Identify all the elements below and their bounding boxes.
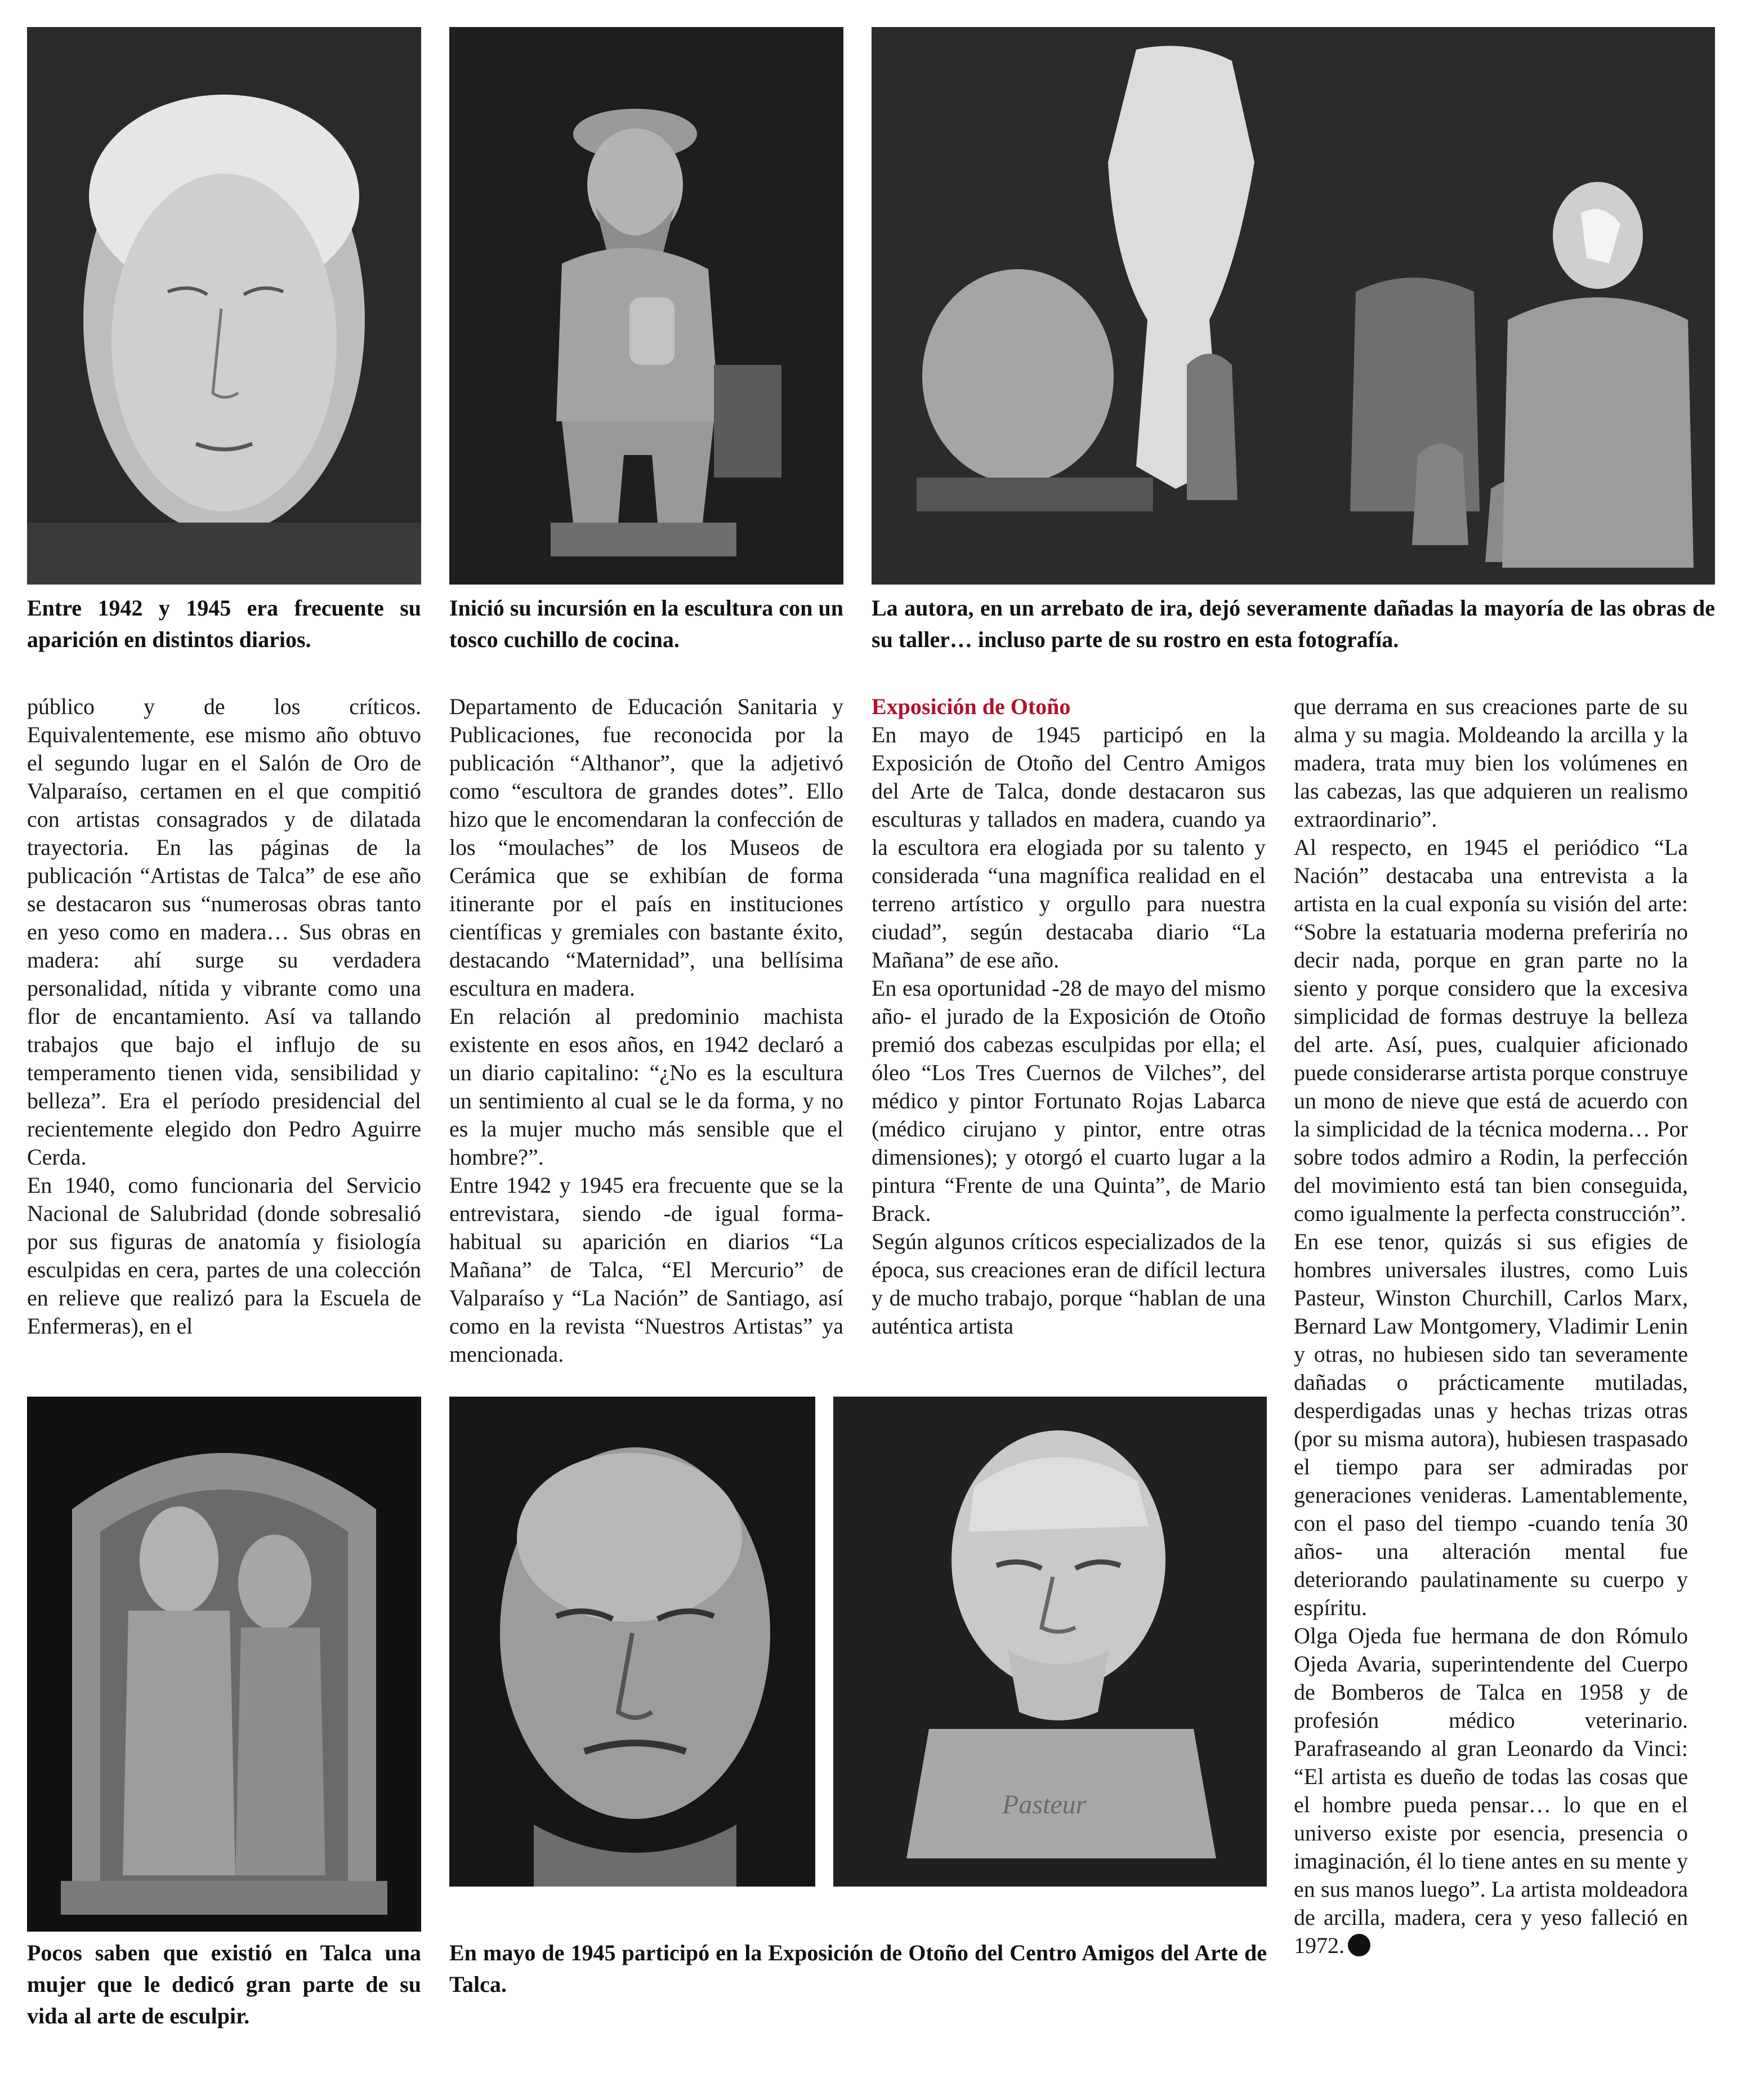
caption-top-right: La autora, en un arrebato de ira, dejó severamente dañadas la mayoría de las obras de su taller… incluso parte de su rostro en esta fotografía. xyxy=(872,595,1715,652)
article-column-1 xyxy=(27,693,421,1340)
column4-paragraph-2: Al respecto, en 1945 el periódico “La Nación” destacaba una entrevista a la artista en la cual exponía su visión del arte: “Sobre la estatuaria moderna preferiría no decir nada, porque en gran parte no la siento y porque considero que la excesiva simplicidad de formas destruye la belleza del arte. Así, pues, cualquier aficionado puede considerarse artista porque construye un mono de nieve que está de acuerdo con la simplicidad de la técnica moderna… Por sobre todos admiro a Rodin, la perfección del movimiento está tan bien conseguida, como igualmente la perfecta construcción”. xyxy=(1294,835,1688,1226)
photo-woman-head-sculpture xyxy=(27,27,421,585)
column3-paragraph-2: En esa oportunidad -28 de mayo del mismo año- el jurado de la Exposición de Otoño premió dos cabezas esculpidas por ella; el óleo “Los Tres Cuernos de Vilches”, del médico y pintor Fortunato Rojas Labarca (médico cirujano y pintor, entre otras dimensiones); y otorgó el cuarto lugar a la pintura “Frente de una Quinta”, de Mario Brack. xyxy=(872,975,1266,1226)
column2-paragraph-2: En relación al predominio machista existente en esos años, en 1942 declaró a un diario capitalino: “¿No es la escultura un sentimiento al cual se le da forma, y no es la mujer mucho más sensible que el hombre?”. xyxy=(449,1004,843,1170)
pasteur-plinth-inscription: Pasteur xyxy=(1002,1790,1087,1820)
section-heading-exposicion: Exposición de Otoño xyxy=(872,694,1071,719)
article-column-3 xyxy=(872,693,1266,1340)
caption-top-middle: Inició su incursión en la escultura con un tosco cuchillo de cocina. xyxy=(449,595,843,652)
photo-sculptor-in-workshop xyxy=(872,27,1715,585)
column4-paragraph-4 xyxy=(1294,1622,1688,1960)
caption-top-left: Entre 1942 y 1945 era frecuente su aparición en distintos diarios. xyxy=(27,595,421,652)
photo-carved-wood-relief xyxy=(27,1397,421,1932)
photo-head-sculpture-bald-man xyxy=(449,1397,815,1887)
photo-pasteur-bust xyxy=(833,1397,1267,1887)
column3-paragraph-3: Según algunos críticos especializados de la época, sus creaciones eran de difícil lectura y de mucho trabajo, porque “hablan de una auténtica artista xyxy=(872,1229,1266,1339)
column2-paragraph-3: Entre 1942 y 1945 era frecuente que se la entrevistara, siendo -de igual forma- habitual su aparición en diarios “La Mañana” de Talca, “El Mercurio” de Valparaíso y “La Nación” de Santiago, así como en la revista “Nuestros Artistas” ya mencionada. xyxy=(449,1172,843,1367)
caption-bottom-left: Pocos saben que existió en Talca una mujer que le dedicó gran parte de su vida al arte de esculpir. xyxy=(27,1940,421,2028)
column2-paragraph-1: Departamento de Educación Sanitaria y Publicaciones, fue reconocida por la publicación “Althanor”, que la adjetivó como “escultora de grandes dotes”. Ello hizo que le encomendaran la confección de los “moulaches” de los Museos de Cerámica que se exhibían de forma itinerante por el país en instituciones científicas y gremiales con bastante éxito, destacando “Maternidad”, una bellísima escultura en madera. xyxy=(449,694,843,1001)
caption-bottom-middle: En mayo de 1945 participó en la Exposición de Otoño del Centro Amigos del Arte de Talca. xyxy=(449,1940,1267,1997)
article-column-2 xyxy=(449,693,843,1368)
end-of-article-icon xyxy=(1348,1934,1370,1956)
article-column-4 xyxy=(1294,693,1688,1960)
column1-paragraph-1: público y de los críticos. Equivalentemente, ese mismo año obtuvo el segundo lugar en el Salón de Oro de Valparaíso, certamen en el que compitió con artistas consagrados y de dilatada trayectoria. En las páginas de la publicación “Artistas de Talca” de ese año se destacaron sus “numerosas obras tanto en yeso como en madera… Sus obras en madera: ahí surge su verdadera personalidad, nítida y vibrante como una flor de encantamiento. Así va tallando trabajos que bajo el influjo de su temperamento tienen vida, sensibilidad y belleza”. Era el período presidencial del recientemente elegido don Pedro Aguirre Cerda. xyxy=(27,694,421,1170)
photo-carved-wood-old-man xyxy=(449,27,843,585)
column1-paragraph-2: En 1940, como funcionaria del Servicio Nacional de Salubridad (donde sobresalió por sus figuras de anatomía y fisiología esculpidas en cera, partes de una colección en relieve que realizó para la Escuela de Enfermeras), en el xyxy=(27,1172,421,1339)
column3-paragraph-1: En mayo de 1945 participó en la Exposición de Otoño del Centro Amigos del Arte de Talca, donde destacaron sus esculturas y tallados en madera, cuando ya la escultora era elogiada por su talento y considerada “una magnífica realidad en el terreno artístico y orgullo para nuestra ciudad”, según destacaba diario “La Mañana” de ese año. xyxy=(872,722,1266,973)
column4-paragraph-4-text: Olga Ojeda fue hermana de don Rómulo Ojeda Avaria, superintendente del Cuerpo de Bomberos de Talca en 1958 y de profesión médico veterinario. Parafraseando al gran Leonardo da Vinci: “El artista es dueño de todas las cosas que el hombre pueda pensar… lo que en el universo existe por esencia, presencia o imaginación, él lo tiene antes en su mente y en sus manos luego”. La artista moldeadora de arcilla, madera, cera y yeso falleció en 1972. xyxy=(1294,1623,1688,1958)
column4-paragraph-1: que derrama en sus creaciones parte de su alma y su magia. Moldeando la arcilla y la madera, trata muy bien los volúmenes en las cabezas, las que adquieren un realismo extraordinario”. xyxy=(1294,694,1688,832)
column4-paragraph-3: En ese tenor, quizás si sus efigies de hombres universales ilustres, como Luis Pasteur, Winston Churchill, Carlos Marx, Bernard Law Montgomery, Vladimir Lenin y otras, no hubiesen sido tan severamente dañadas o prácticamente mutiladas, desperdigadas unas y hechas trizas otras (por su misma autora), hubiesen traspasado el tiempo para ser admiradas por generaciones venideras. Lamentablemente, con el paso del tiempo -cuando tenía 30 años- una alteración mental fue deteriorando paulatinamente su cuerpo y espíritu. xyxy=(1294,1229,1688,1620)
